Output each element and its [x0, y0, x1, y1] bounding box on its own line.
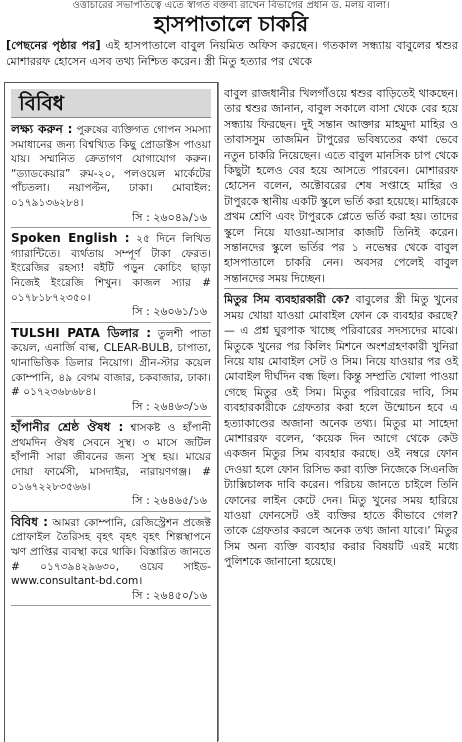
classifieds-title: বিবিধ: [11, 89, 211, 118]
ad-lead: লক্ষ্য করুন :: [11, 122, 73, 136]
ad-body: পুরুষের ব্যক্তিগত গোপন সমস্যা সমাধানের জন্য বিশ্বখ্যিত কিছু প্রোডাক্টস পাওয়া যায়। সম্মানিত ক্রেতাগণ যোগাযোগ করুন। “ড্যাডকেয়ার” রুম-২০, পলওয়েল মার্কেটের পাঁচতলা। নয়াপল্টন, ঢাকা। মোবাইল: ০১৭৯১৩৬২৮৪।: [11, 124, 212, 209]
intro-text: এই হাসপাতালে বাবুল নিয়মিত অফিস করছেন। গতকাল সন্ধ্যায় বাবুলের শ্বশুর মোশাররফ হোসেন এসব তথ্য নিশ্চিত করেন। স্ত্রী মিতু হত্যার পর থেকে: [6, 39, 458, 68]
continued-from-label: [পেছনের পৃষ্ঠার পর]: [6, 39, 101, 52]
ad-code: সি : ২৬৪৬৫/১৬: [11, 494, 211, 512]
ad-body: শ্বাসকষ্ট ও হাঁপানী প্রথমদিন ঔষধ সেবনে সুস্থ। ৩ মাসে জটিল হাঁপানী সারা জীবনের জন্য সুস্থ হয়। মায়ের দোয়া ফার্মেসী, মাসদাইর, নারায়ণগঞ্জ। # ০১৬৭২২৮৩৫৬৬।: [11, 422, 211, 493]
ad-code: সি : ২৬৪৬৩/১৬: [11, 400, 211, 418]
article-paragraph-sim: [224, 292, 458, 569]
classifieds-box: [4, 82, 218, 742]
ad-lead: TULSHI PATA ডিলার :: [11, 325, 152, 340]
article-intro: [6, 38, 458, 70]
classified-ad: [11, 420, 211, 512]
sim-paragraph-text: বাবুলের স্ত্রী মিতু খুনের সময় খোয়া যাওয়া মোবাইল ফোন কে ব্যবহার করছে?— এ প্রশ্ন ঘুরপাক খাচ্ছে পরিবারের সদস্যদের মাঝে। মিতুকে খুনের পর কিলিং মিশনে অংশগ্রহণকারী খুনিরা নিয়ে যায় মোবাইল সেট ও সিম। নিয়ে যাওয়ার পর ওই মোবাইল দীর্ঘদিন বন্ধ ছিল। কিন্তু সম্প্রতি খোলা পাওয়া গেছে মিতুর ওই সিম। মিতুর পরিবারের দাবি, সিম ব্যবহারকারীকে গ্রেফতার করা হলে উন্মোচন হবে এ হত্যাকাণ্ডের অজানা অনেক তথ্য। মিতুর মা সাহেদা মোশাররফ বলেন, ‘কয়েক দিন আগে থেকে কেউ একজন মিতুর সিম ব্যবহার করছে। ওই নম্বরে ফোন দেওয়া হলে ফোন রিসিভ করা ব্যক্তি নিজেকে সিএনজি ট্যাক্সিচালক দাবি করেন। পরিচয় জানতে চাইলে তিনি ফোনের লাইন কেটে দেন। মিতু খুনের সময় হারিয়ে যাওয়া ফোনসেট ওই ব্যক্তির হাতে কীভাবে গেল? তাকে গ্রেফতার করলে অনেক তথ্য জানা যাবে।’ মিতুর সিম অন্য ব্যক্তি ব্যবহার করার বিষয়টি এরই মধ্যে পুলিশকে জানানো হয়েছে।: [224, 293, 458, 569]
ad-lead: বিবিধ :: [11, 514, 48, 529]
ad-lead: Spoken English :: [11, 231, 130, 246]
section-divider: [224, 288, 458, 289]
classified-ad: [11, 231, 211, 323]
classified-ad: [11, 122, 211, 228]
article-body: [224, 86, 458, 570]
previous-article-end-line: ওত্তাচারের সভাপতিত্বে এতে স্বাগত বক্তব্য রাখেন বিভাগের প্রধান ড. মলয় বালা।: [72, 0, 390, 11]
ad-body: তুলশী পাতা কয়েল, এনার্জি বাল্ব, CLEAR-BULB, চাপাতা, থানাভিত্তিক ডিলার নিয়োগ। গ্রীন-স্টার কয়েল কোম্পানি, ৪৯ বেগম বাজার, চকবাজার, ঢাকা। # ০১৭২৩৬৮৬৮৪।: [11, 327, 211, 399]
ad-lead: হাঁপানীর শ্রেষ্ঠ ঔষধ :: [11, 420, 124, 435]
ad-code: সি : ২৬০৬১/১৬: [11, 305, 211, 323]
ad-body: ২৫ দিনে লিখিত গ্যারান্টিতে। ব্যর্থতায় সম্পূর্ণ টাকা ফেরত। ইংরেজির রহস্য! বইটি পড়ুন কোচিং ছাড়া নিজেই ইংরেজি শিখুন। কাজল স্যার # ০১৭৮১৮৭২৩৫০।: [11, 233, 212, 304]
subhead-sim-user: মিতুর সিম ব্যবহারকারী কে?: [224, 293, 350, 307]
column-divider: [218, 82, 219, 741]
classified-ad: [11, 326, 211, 418]
classified-ad: [11, 515, 211, 607]
article-paragraph: বাবুল রাজধানীর খিলগাঁওয়ে শ্বশুর বাড়িতেই থাকছেন। তার শ্বশুর জানান, বাবুল সকালে বাসা থেকে বের হয়ে সন্ধ্যায় ফিরছেন। দুই সন্তান আক্তার মাহমুদা মাহির ও তাবাসসুম তাজমিন টাপুরের ভবিষ্যতের কথা ভেবে নতুন চাকরি নিয়েছেন। এতে বাবুল মানসিক চাপ থেকে কিছুটা হলেও বের হয়ে আসতে পারবেন। মোশাররফ হোসেন বলেন, অক্টোবরের শেষ সপ্তাহে মাহির ও টাপুরকে স্থানীয় একটি স্কুলে ভর্তি করা হয়েছে। মাহিরকে প্রথম শ্রেণি এবং টাপুরকে প্লেতে ভর্তি করা হয়। তাদের স্কুলে নিয়ে যাওয়া-আসার কাজটি তিনিই করেন। সন্তানদের স্কুলে ভর্তির পর ১ নভেম্বর থেকে বাবুল হাসপাতালে চাকরি নেন। অবসর পেলেই বাবুল সন্তানদের সময় দিচ্ছেন।: [224, 87, 458, 285]
ad-body: আমরা কোম্পানি, রেজিস্ট্রেশন প্রজেক্ট প্রোফাইল তৈরিসহ বৃহৎ বৃহৎ বৃহৎ শিল্পস্থাপনে ঋণ প্রাপ্তির ব্যবস্থা করে থাকি। বিস্তারিত জানতে # ০১৭৩৯৪২৯৬৩০, ওয়েব সাইড- www.consultant-bd.com।: [11, 516, 211, 588]
ad-code: সি : ২৬৪৫০/১৬: [11, 589, 211, 607]
ad-code: সি : ২৬০৪৯/১৬: [11, 211, 211, 229]
article-headline: হাসপাতালে চাকরি: [153, 11, 309, 36]
